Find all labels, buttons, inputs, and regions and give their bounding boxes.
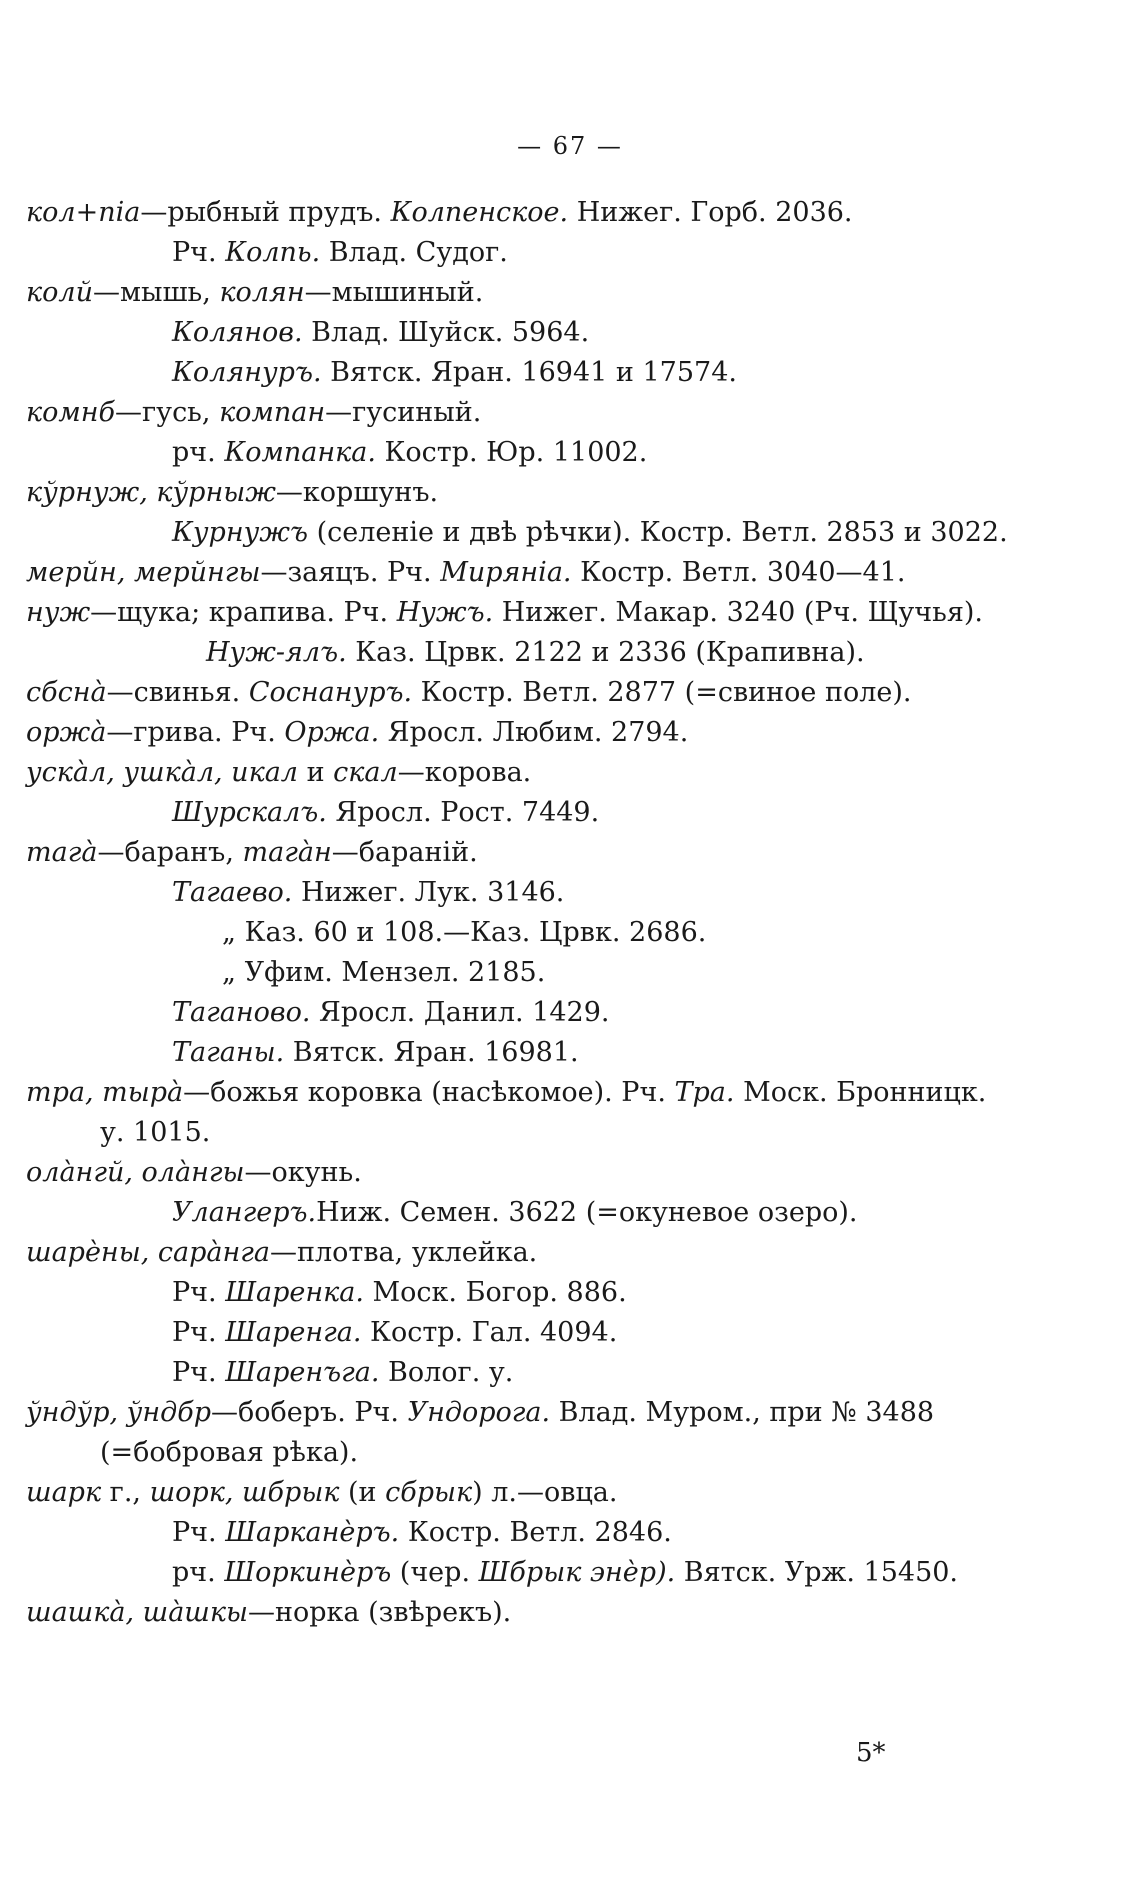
text-run: —щука; крапива. Рч. bbox=[90, 597, 397, 628]
text-run: —боберъ. Рч. bbox=[211, 1397, 408, 1428]
text-run: Влад. Шуйск. 5964. bbox=[302, 317, 590, 348]
italic-term: комнб bbox=[26, 397, 116, 428]
text-run: —мышь, bbox=[92, 277, 220, 308]
italic-term: олàнгй, олàнгы bbox=[26, 1157, 245, 1188]
italic-term: Шаренга. bbox=[225, 1317, 362, 1348]
text-run: Моск. Богор. 886. bbox=[363, 1277, 627, 1308]
text-line bbox=[172, 316, 589, 350]
text-line bbox=[26, 1236, 537, 1270]
text-run: рч. bbox=[172, 1557, 225, 1588]
italic-term: тра, тырà bbox=[26, 1077, 184, 1108]
italic-term: Улангеръ. bbox=[172, 1197, 317, 1228]
text-run: —гусь, bbox=[115, 397, 220, 428]
text-line bbox=[172, 356, 737, 390]
italic-term: Колянуръ. bbox=[172, 357, 322, 388]
text-run: Рч. bbox=[172, 1517, 226, 1548]
italic-term: Соснануръ. bbox=[248, 677, 413, 708]
italic-term: ўндўр, ўндбр bbox=[26, 1397, 211, 1428]
text-run: Костр. Юр. 11002. bbox=[375, 437, 648, 468]
text-line bbox=[26, 836, 478, 870]
text-line bbox=[26, 1396, 934, 1430]
text-run: ) л.—овца. bbox=[472, 1477, 618, 1508]
italic-term: сбснà bbox=[26, 677, 107, 708]
italic-term: Оржа. bbox=[284, 717, 380, 748]
italic-term: Шаренка. bbox=[225, 1277, 364, 1308]
italic-term: Шбрык энèр). bbox=[478, 1557, 676, 1588]
text-line bbox=[26, 476, 438, 510]
text-run: Вятск. Яран. 16941 и 17574. bbox=[321, 357, 737, 388]
text-run: Волог. у. bbox=[379, 1357, 514, 1388]
text-line bbox=[172, 996, 609, 1030]
text-line bbox=[26, 1076, 986, 1110]
italic-term: тагà bbox=[26, 837, 98, 868]
text-line bbox=[206, 636, 865, 670]
text-run: Влад. Судог. bbox=[320, 237, 508, 268]
text-run: „ Уфим. Мензел. 2185. bbox=[222, 957, 546, 988]
italic-term: Нужъ. bbox=[396, 597, 494, 628]
text-line bbox=[172, 1556, 958, 1590]
text-run: Яросл. Данил. 1429. bbox=[310, 997, 610, 1028]
italic-term: Шурскалъ. bbox=[172, 797, 327, 828]
text-run: —свинья. bbox=[106, 677, 249, 708]
text-run: рч. bbox=[172, 437, 225, 468]
text-run: —корова. bbox=[397, 757, 532, 788]
italic-term: мерйн, мерйнгы bbox=[26, 557, 261, 588]
text-line bbox=[172, 876, 564, 910]
italic-term: нуж bbox=[26, 597, 91, 628]
text-run: (и bbox=[339, 1477, 386, 1508]
text-run: Нижег. Лук. 3146. bbox=[292, 877, 565, 908]
text-run: —бараній. bbox=[331, 837, 478, 868]
italic-term: Таганово. bbox=[172, 997, 311, 1028]
text-run: Костр. Ветл. 3040—41. bbox=[571, 557, 906, 588]
text-run: —плотва, уклейка. bbox=[270, 1237, 538, 1268]
italic-term: Тра. bbox=[674, 1077, 735, 1108]
text-line bbox=[172, 1276, 627, 1310]
text-run: Вятск. Яран. 16981. bbox=[284, 1037, 579, 1068]
italic-term: шарèны, сарàнга bbox=[26, 1237, 271, 1268]
text-run: Яросл. Рост. 7449. bbox=[326, 797, 600, 828]
text-line bbox=[100, 1116, 210, 1150]
text-line bbox=[172, 236, 508, 270]
text-line bbox=[172, 436, 647, 470]
page-number: — 67 — bbox=[517, 132, 623, 160]
text-run: Каз. Црвк. 2122 и 2336 (Крапивна). bbox=[346, 637, 865, 668]
text-run: —божья коровка (насѣкомое). Рч. bbox=[183, 1077, 675, 1108]
text-run: у. 1015. bbox=[100, 1117, 211, 1148]
text-run: и bbox=[297, 757, 334, 788]
text-run: Ниж. Семен. 3622 (=окуневое озеро). bbox=[316, 1197, 858, 1228]
italic-term: шорк, шбрык bbox=[149, 1477, 340, 1508]
text-run: Рч. bbox=[172, 1357, 226, 1388]
italic-term: кол+піа bbox=[26, 197, 141, 228]
text-run: —норка (звѣрекъ). bbox=[248, 1597, 512, 1628]
text-run: —окунь. bbox=[244, 1157, 362, 1188]
text-line bbox=[26, 1156, 362, 1190]
italic-term: Шарканèръ. bbox=[225, 1517, 400, 1548]
text-run: Вятск. Урж. 15450. bbox=[675, 1557, 959, 1588]
italic-term: Колянов. bbox=[172, 317, 303, 348]
text-run: —грива. Рч. bbox=[106, 717, 285, 748]
text-line bbox=[222, 916, 706, 950]
signature-mark: 5* bbox=[856, 1738, 886, 1768]
italic-term: Ундорога. bbox=[407, 1397, 551, 1428]
text-line bbox=[222, 956, 545, 990]
text-run: (=бобровая рѣка). bbox=[100, 1437, 359, 1468]
text-run: Нижег. Макар. 3240 (Рч. Щучья). bbox=[493, 597, 983, 628]
text-line bbox=[26, 1476, 618, 1510]
italic-term: Компанка. bbox=[224, 437, 376, 468]
italic-term: Шаренъга. bbox=[225, 1357, 380, 1388]
text-line bbox=[172, 516, 1008, 550]
text-run: Влад. Муром., при № 3488 bbox=[550, 1397, 935, 1428]
italic-term: кўрнуж, кўрныж bbox=[26, 477, 276, 508]
italic-term: шарк bbox=[26, 1477, 102, 1508]
text-run: Моск. Бронницк. bbox=[734, 1077, 987, 1108]
text-line bbox=[172, 1316, 617, 1350]
italic-term: Колпь. bbox=[225, 237, 321, 268]
text-line bbox=[26, 676, 911, 710]
italic-term: оржà bbox=[26, 717, 107, 748]
text-line bbox=[26, 756, 531, 790]
text-run: Рч. bbox=[172, 1277, 226, 1308]
text-run: Рч. bbox=[172, 237, 226, 268]
italic-term: Шоркинèръ bbox=[224, 1557, 392, 1588]
text-line bbox=[26, 196, 853, 230]
italic-term: Миряніа. bbox=[440, 557, 572, 588]
text-run: —гусиный. bbox=[325, 397, 482, 428]
text-line bbox=[26, 276, 483, 310]
italic-term: сбрык bbox=[385, 1477, 473, 1508]
text-line bbox=[100, 1436, 358, 1470]
text-run: Костр. Ветл. 2846. bbox=[399, 1517, 672, 1548]
text-line bbox=[26, 396, 481, 430]
text-line bbox=[26, 716, 688, 750]
text-run: Нижег. Горб. 2036. bbox=[568, 197, 853, 228]
text-run: —заяцъ. Рч. bbox=[260, 557, 441, 588]
text-line bbox=[172, 1516, 672, 1550]
text-run: —рыбный прудъ. bbox=[140, 197, 391, 228]
text-run: —коршунъ. bbox=[275, 477, 439, 508]
italic-term: тагàн bbox=[242, 837, 332, 868]
italic-term: компан bbox=[219, 397, 326, 428]
italic-term: Нуж-ялъ. bbox=[206, 637, 347, 668]
text-run: (чер. bbox=[391, 1557, 479, 1588]
text-line bbox=[26, 596, 983, 630]
text-run: —баранъ, bbox=[97, 837, 243, 868]
text-run: (селеніе и двѣ рѣчки). Костр. Ветл. 2853 и 3022. bbox=[307, 517, 1008, 548]
text-run: „ Каз. 60 и 108.—Каз. Црвк. 2686. bbox=[222, 917, 707, 948]
italic-term: Таганы. bbox=[172, 1037, 285, 1068]
text-line bbox=[26, 1596, 511, 1630]
italic-term: скал bbox=[333, 757, 398, 788]
text-run: Рч. bbox=[172, 1317, 226, 1348]
text-line bbox=[26, 556, 905, 590]
text-line bbox=[172, 1036, 579, 1070]
italic-term: колй bbox=[26, 277, 93, 308]
italic-term: колян bbox=[219, 277, 305, 308]
text-run: —мышиный. bbox=[304, 277, 484, 308]
text-line bbox=[172, 796, 599, 830]
text-run: Яросл. Любим. 2794. bbox=[379, 717, 689, 748]
italic-term: Курнужъ bbox=[172, 517, 308, 548]
italic-term: ускàл, ушкàл, икал bbox=[26, 757, 298, 788]
italic-term: шашкà, шàшкы bbox=[26, 1597, 248, 1628]
text-line bbox=[172, 1196, 857, 1230]
text-run: г., bbox=[101, 1477, 150, 1508]
italic-term: Колпенское. bbox=[390, 197, 569, 228]
italic-term: Тагаево. bbox=[172, 877, 293, 908]
text-run: Костр. Гал. 4094. bbox=[361, 1317, 618, 1348]
text-run: Костр. Ветл. 2877 (=свиное поле). bbox=[412, 677, 912, 708]
text-line bbox=[172, 1356, 513, 1390]
